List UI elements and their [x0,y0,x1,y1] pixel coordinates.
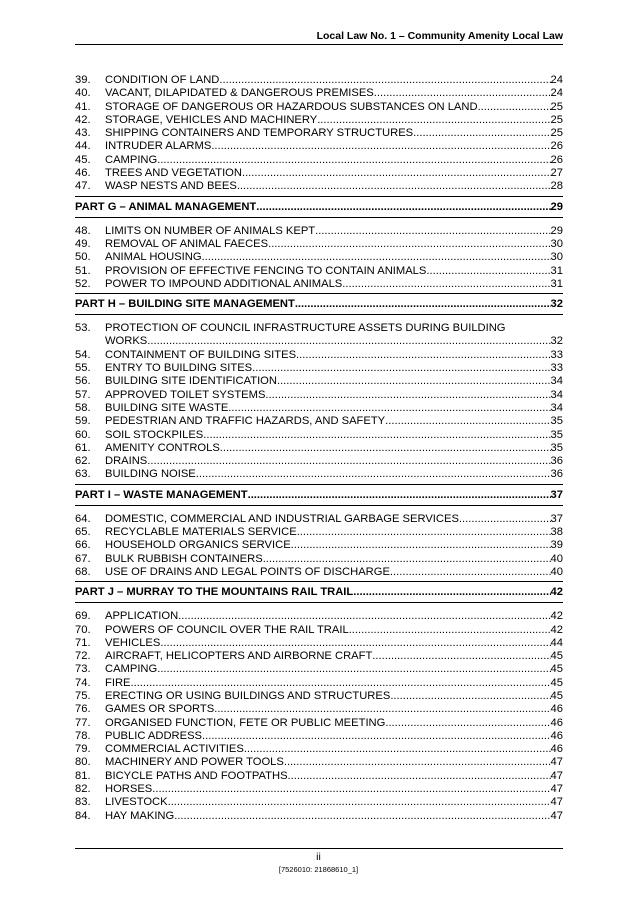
dot-leader [196,468,551,481]
entry-page-number: 46 [550,729,563,742]
dot-leader [248,489,551,502]
toc-entry[interactable] [75,362,563,375]
entry-number: 47. [75,180,91,193]
dot-leader [263,553,551,566]
entry-title: COMMERCIAL ACTIVITIES [105,743,244,756]
entry-page-number: 34 [550,375,563,388]
toc-entry[interactable] [75,389,563,402]
toc-entry[interactable] [75,238,563,251]
entry-page-number: 24 [550,74,563,86]
entry-title: POWER TO IMPOUND ADDITIONAL ANIMALS [105,277,343,290]
entry-number: 46. [75,167,91,180]
toc-entry[interactable] [75,526,563,539]
toc-entry[interactable] [75,349,563,362]
dot-leader [152,783,550,796]
toc-entry[interactable] [75,796,563,809]
entry-page-number: 31 [550,264,563,277]
toc-entry[interactable] [75,717,563,730]
entry-page-number: 45 [550,663,563,676]
dot-leader [288,770,551,783]
entry-page-number: 42 [550,610,563,623]
dot-leader [242,167,551,180]
entry-title: HORSES [105,783,153,796]
part-page-number: 29 [550,200,563,213]
entry-title: VEHICLES [105,636,161,649]
entry-page-number: 47 [550,783,563,796]
entry-number: 55. [75,362,91,375]
entry-number: 45. [75,153,91,166]
entry-page-number: 33 [550,362,563,375]
dot-leader [413,127,550,140]
toc-entry[interactable] [75,180,563,193]
footer-divider [75,848,563,849]
entry-page-number: 45 [550,689,563,702]
dot-leader [160,637,550,650]
entry-number: 64. [75,512,91,525]
entry-number: 69. [75,610,91,623]
dot-leader [147,455,550,468]
part-title: PART H – BUILDING SITE MANAGEMENT [75,298,295,311]
toc-entry[interactable] [75,101,563,114]
entry-number: 56. [75,375,91,388]
toc-entry[interactable] [75,637,563,650]
dot-leader [220,442,551,455]
dot-leader [174,810,550,823]
entry-page-number: 29 [550,224,563,237]
entry-number: 60. [75,428,91,441]
toc-part-heading[interactable] [75,196,563,218]
toc-entry[interactable] [75,743,563,756]
dot-leader [390,690,550,703]
entry-page-number: 46 [550,703,563,716]
toc-entry[interactable] [75,610,563,623]
entry-number: 51. [75,264,91,277]
entry-page-number: 47 [550,769,563,782]
entry-page-number: 39 [550,539,563,552]
entry-page-number: 45 [550,650,563,663]
dot-leader [291,539,551,552]
entry-number: 80. [75,756,91,769]
dot-leader [214,703,550,716]
dot-leader [295,298,551,311]
toc-entry[interactable] [75,783,563,796]
dot-leader [372,650,550,663]
entry-number: 44. [75,140,91,153]
entry-number: 68. [75,565,91,578]
toc-entry[interactable] [75,375,563,388]
entry-title: GAMES OR SPORTS [105,703,215,716]
entry-page-number: 28 [550,180,563,193]
entry-title: LIVESTOCK [105,796,168,809]
entry-title: BICYCLE PATHS AND FOOTPATHS [105,769,288,782]
entry-number: 81. [75,769,91,782]
entry-number: 65. [75,526,91,539]
entry-number: 75. [75,689,91,702]
toc-entry[interactable] [75,770,563,783]
entry-title: BUILDING SITE WASTE [105,401,229,414]
toc-part-heading[interactable] [75,293,563,315]
entry-number: 71. [75,636,91,649]
entry-page-number: 33 [550,348,563,361]
entry-page-number: 42 [550,623,563,636]
entry-title: APPROVED TOILET SYSTEMS [105,388,266,401]
entry-title: POWERS OF COUNCIL OVER THE RAIL TRAIL [105,623,349,636]
toc-entry[interactable] [75,87,563,100]
dot-leader [277,375,551,388]
dot-leader [202,730,551,743]
entry-number: 53. [75,322,91,335]
entry-page-number: 25 [550,100,563,113]
entry-page-number: 25 [550,127,563,140]
entry-title: WASP NESTS AND BEES [105,180,237,193]
entry-title: MACHINERY AND POWER TOOLS [105,756,284,769]
entry-title: FIRE [105,676,131,689]
entry-number: 70. [75,623,91,636]
dot-leader [256,201,550,214]
entry-page-number: 26 [550,153,563,166]
toc-entry[interactable] [75,114,563,127]
entry-number: 48. [75,224,91,237]
entry-number: 63. [75,468,91,481]
entry-title: PROVISION OF EFFECTIVE FENCING TO CONTAIN ANIMALS [105,264,427,277]
entry-page-number: 35 [550,441,563,454]
entry-page-number: 40 [550,552,563,565]
document-reference: [7526010: 21868610_1] [278,865,359,874]
entry-page-number: 47 [550,756,563,769]
entry-title: CAMPING [105,663,158,676]
entry-title: SHIPPING CONTAINERS AND TEMPORARY STRUCTURES [105,127,414,140]
dot-leader [237,180,551,193]
dot-leader [385,717,550,730]
dot-leader [168,796,551,809]
dot-leader [385,415,550,428]
entry-title: PEDESTRIAN AND TRAFFIC HAZARDS, AND SAFETY [105,415,386,428]
entry-title: RECYCLABLE MATERIALS SERVICE [105,526,297,539]
entry-title: BUILDING NOISE [105,468,196,481]
entry-page-number: 40 [550,565,563,578]
entry-number: 41. [75,100,91,113]
entry-page-number: 34 [550,388,563,401]
entry-number: 42. [75,113,91,126]
dot-leader [297,526,551,539]
entry-page-number: 35 [550,428,563,441]
table-of-contents [75,74,563,823]
dot-leader [284,756,551,769]
entry-title: BULK RUBBISH CONTAINERS [105,552,263,565]
entry-number: 79. [75,743,91,756]
entry-number: 40. [75,87,91,100]
dot-leader [353,586,550,599]
toc-entry[interactable] [75,468,563,481]
entry-number: 84. [75,809,91,822]
dot-leader [374,87,551,100]
entry-page-number: 30 [550,237,563,250]
dot-leader [219,74,550,87]
entry-number: 77. [75,716,91,729]
toc-part-heading[interactable] [75,484,563,506]
entry-title: STORAGE OF DANGEROUS OR HAZARDOUS SUBSTANCES ON LAND [105,100,478,113]
dot-leader [426,265,550,278]
toc-entry[interactable] [75,251,563,264]
entry-number: 83. [75,796,91,809]
entry-title: STORAGE, VEHICLES AND MACHINERY [105,113,318,126]
dot-leader [252,362,550,375]
toc-entry[interactable] [75,690,563,703]
toc-entry[interactable] [75,154,563,167]
entry-title: REMOVAL OF ANIMAL FAECES [105,237,269,250]
toc-entry[interactable] [75,539,563,552]
entry-page-number: 45 [550,676,563,689]
entry-title: PROTECTION OF COUNCIL INFRASTRUCTURE ASSETS DURING BUILDING [105,322,506,335]
toc-part-heading[interactable] [75,581,563,603]
entry-page-number: 32 [550,335,563,348]
entry-title: CAMPING [105,153,158,166]
entry-number: 72. [75,650,91,663]
dot-leader [202,251,551,264]
part-page-number: 32 [550,298,563,311]
toc-entry[interactable] [75,810,563,823]
toc-entry[interactable] [75,140,563,153]
entry-page-number: 34 [550,401,563,414]
entry-page-number: 24 [550,87,563,100]
entry-number: 43. [75,127,91,140]
entry-number: 82. [75,783,91,796]
entry-number: 50. [75,251,91,264]
toc-entry[interactable] [75,402,563,415]
entry-page-number: 47 [550,796,563,809]
entry-number: 52. [75,277,91,290]
entry-number: 59. [75,415,91,428]
entry-title: ENTRY TO BUILDING SITES [105,362,253,375]
page-number: ii [316,851,321,863]
entry-page-number: 47 [550,809,563,822]
entry-number: 39. [75,74,91,86]
toc-entry[interactable] [75,278,563,291]
entry-title: VACANT, DILAPIDATED & DANGEROUS PREMISES [105,87,374,100]
part-title: PART I – WASTE MANAGEMENT [75,488,248,501]
toc-entry[interactable] [75,756,563,769]
entry-title-continued: WORKS [105,335,148,348]
entry-page-number: 30 [550,251,563,264]
running-header: Local Law No. 1 – Community Amenity Local Law [316,30,563,42]
entry-number: 54. [75,348,91,361]
toc-entry[interactable] [75,455,563,468]
header-divider [75,44,563,45]
entry-title: ORGANISED FUNCTION, FETE OR PUBLIC MEETING [105,716,386,729]
dot-leader [157,154,550,167]
toc-entry[interactable] [75,225,563,238]
toc-entry[interactable] [75,566,563,579]
dot-leader [244,743,551,756]
entry-title: DRAINS [105,455,148,468]
entry-number: 58. [75,401,91,414]
part-page-number: 37 [550,488,563,501]
toc-entry[interactable] [75,513,563,526]
entry-title: ERECTING OR USING BUILDINGS AND STRUCTURES [105,689,391,702]
toc-entry[interactable] [75,74,563,87]
toc-entry[interactable] [75,663,563,676]
entry-title: CONDITION OF LAND [105,74,220,86]
dot-leader [147,335,550,348]
entry-page-number: 36 [550,455,563,468]
entry-title: BUILDING SITE IDENTIFICATION [105,375,277,388]
part-page-number: 42 [550,586,563,599]
toc-entry[interactable] [75,553,563,566]
entry-page-number: 38 [550,526,563,539]
entry-number: 61. [75,441,91,454]
toc-entry[interactable] [75,415,563,428]
entry-number: 78. [75,729,91,742]
entry-number: 49. [75,237,91,250]
dot-leader [228,402,550,415]
entry-number: 67. [75,552,91,565]
entry-title: SOIL STOCKPILES [105,428,204,441]
toc-entry[interactable] [75,322,563,349]
dot-leader [478,101,551,114]
toc-entry[interactable] [75,442,563,455]
entry-title: HAY MAKING [105,809,175,822]
dot-leader [342,278,550,291]
toc-entry[interactable] [75,167,563,180]
entry-title: CONTAINMENT OF BUILDING SITES [105,348,297,361]
toc-entry[interactable] [75,677,563,690]
entry-title: LIMITS ON NUMBER OF ANIMALS KEPT [105,224,316,237]
toc-entry[interactable] [75,265,563,278]
entry-title: INTRUDER ALARMS [105,140,212,153]
dot-leader [265,389,550,402]
dot-leader [178,610,550,623]
dot-leader [203,429,550,442]
toc-entry[interactable] [75,127,563,140]
entry-title: AMENITY CONTROLS [105,441,220,454]
dot-leader [211,140,550,153]
entry-page-number: 31 [550,277,563,290]
entry-page-number: 36 [550,468,563,481]
entry-page-number: 44 [550,636,563,649]
entry-page-number: 26 [550,140,563,153]
entry-title: APPLICATION [105,610,179,623]
toc-entry[interactable] [75,429,563,442]
entry-number: 74. [75,676,91,689]
dot-leader [459,513,551,526]
entry-title: DOMESTIC, COMMERCIAL AND INDUSTRIAL GARBAGE SERVICES [105,512,459,525]
dot-leader [268,238,550,251]
entry-number: 62. [75,455,91,468]
dot-leader [157,663,550,676]
dot-leader [349,624,551,637]
dot-leader [130,677,550,690]
toc-entry[interactable] [75,703,563,716]
toc-entry[interactable] [75,624,563,637]
entry-page-number: 46 [550,716,563,729]
dot-leader [296,349,551,362]
entry-title: AIRCRAFT, HELICOPTERS AND AIRBORNE CRAFT [105,650,373,663]
entry-number: 57. [75,388,91,401]
entry-title: ANIMAL HOUSING [105,251,202,264]
entry-page-number: 25 [550,113,563,126]
entry-number: 76. [75,703,91,716]
entry-title: TREES AND VEGETATION [105,167,242,180]
part-title: PART G – ANIMAL MANAGEMENT [75,200,257,213]
dot-leader [390,566,551,579]
entry-page-number: 27 [550,167,563,180]
toc-entry[interactable] [75,730,563,743]
entry-page-number: 37 [550,512,563,525]
entry-page-number: 35 [550,415,563,428]
entry-number: 73. [75,663,91,676]
entry-page-number: 46 [550,743,563,756]
entry-title: PUBLIC ADDRESS [105,729,202,742]
entry-title: USE OF DRAINS AND LEGAL POINTS OF DISCHARGE [105,565,390,578]
toc-entry[interactable] [75,650,563,663]
part-title: PART J – MURRAY TO THE MOUNTAINS RAIL TRAIL [75,586,354,599]
entry-number: 66. [75,539,91,552]
dot-leader [317,114,550,127]
dot-leader [315,225,550,238]
entry-title: HOUSEHOLD ORGANICS SERVICE [105,539,291,552]
